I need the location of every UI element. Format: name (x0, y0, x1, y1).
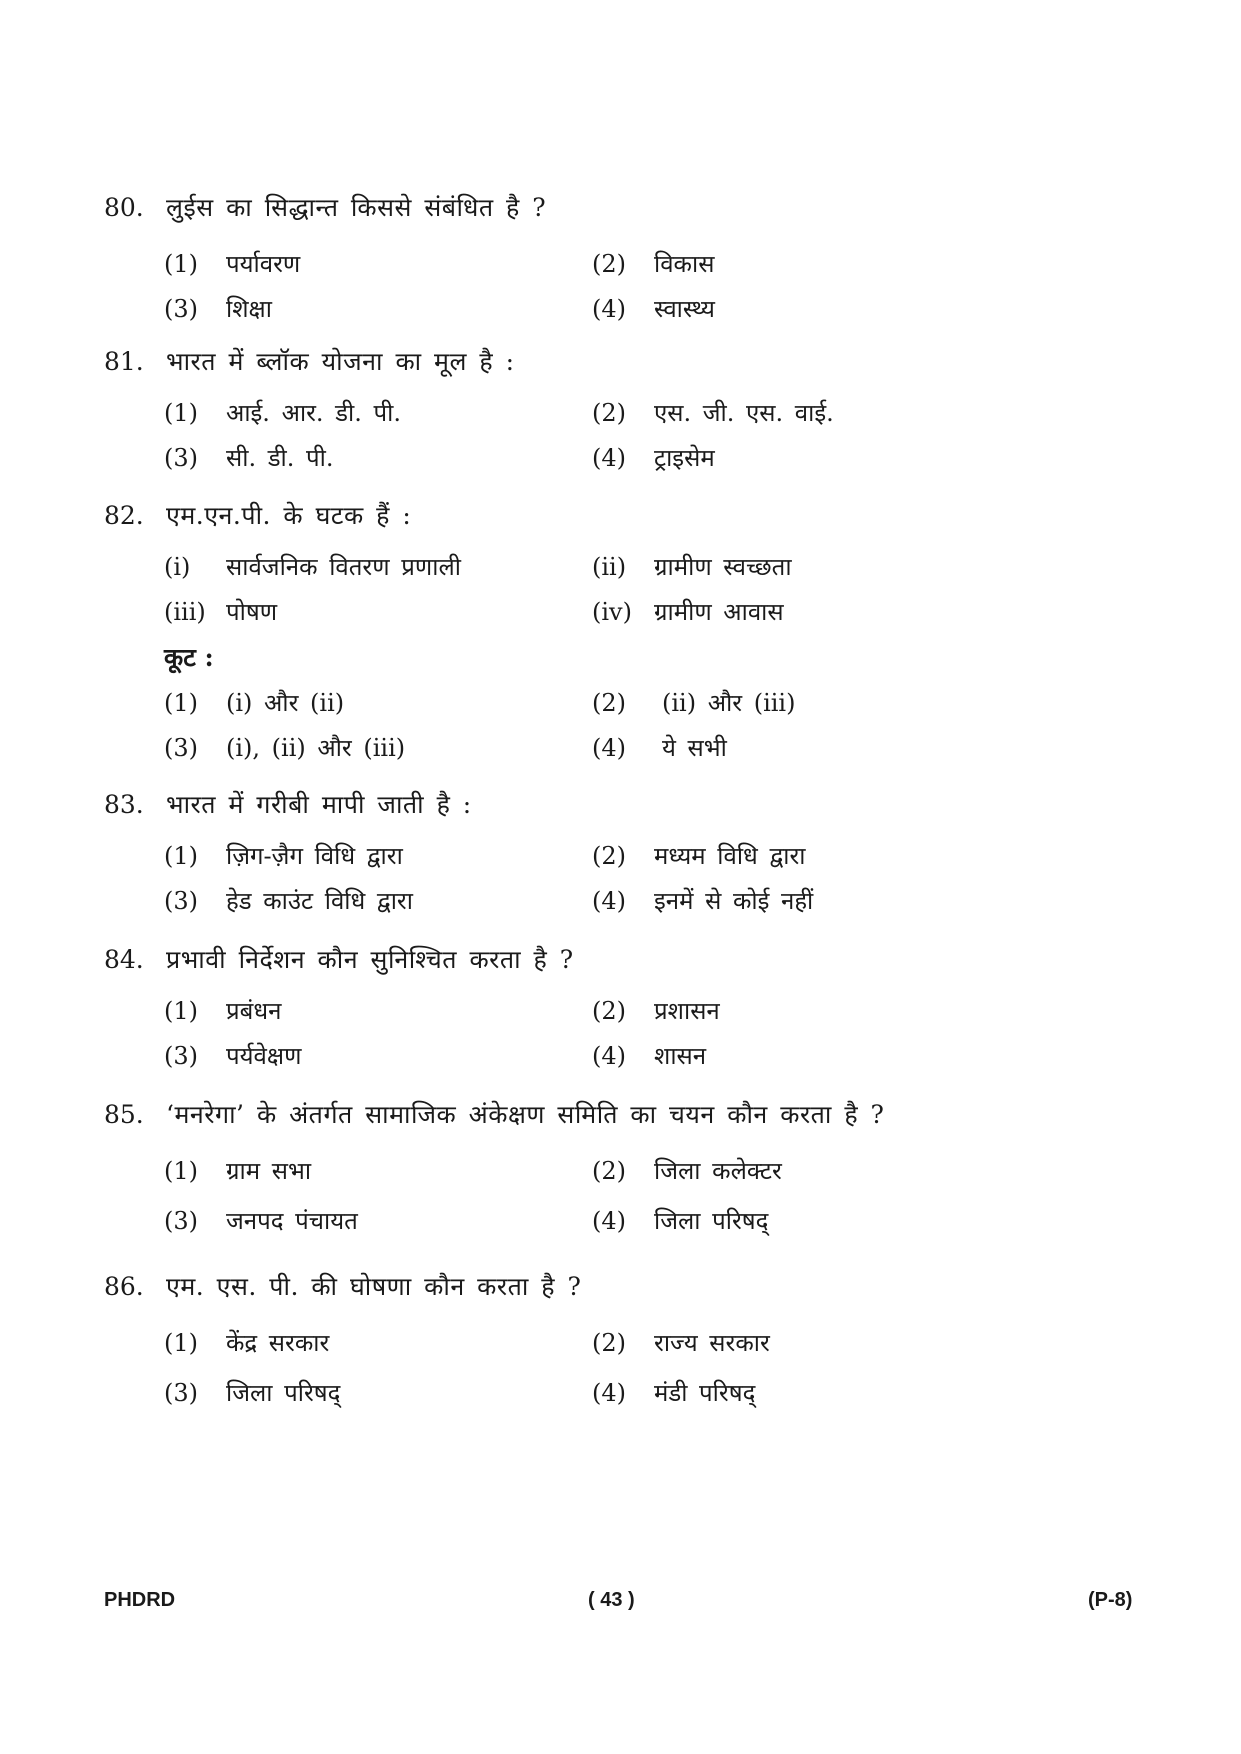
question-81 (104, 342, 1144, 478)
question-number: 86. (104, 1272, 144, 1301)
question-stem (104, 1267, 1144, 1307)
option-text: जिला परिषद् (654, 1207, 769, 1235)
statement-text: सार्वजनिक वितरण प्रणाली (226, 553, 461, 581)
option-text: (i) और (ii) (226, 689, 345, 717)
option-number: (4) (592, 1207, 626, 1235)
question-number: 81. (104, 347, 144, 376)
options-row (104, 836, 1144, 876)
options-row (104, 438, 1144, 478)
option-number: (3) (164, 295, 198, 323)
option-text: प्रशासन (654, 997, 720, 1025)
code-label: कूट : (164, 643, 214, 672)
option-number: (1) (164, 842, 198, 870)
option-text: ज़िग-ज़ैग विधि द्वारा (226, 842, 403, 870)
statement-text: ग्रामीण आवास (654, 598, 784, 626)
option-text: जनपद पंचायत (226, 1207, 358, 1235)
statement-number: (ii) (592, 553, 627, 581)
option-number: (3) (164, 1207, 198, 1235)
option-text: केंद्र सरकार (226, 1329, 330, 1357)
option-text: आई. आर. डी. पी. (226, 399, 401, 427)
option-text: पर्यवेक्षण (226, 1042, 302, 1070)
question-83 (104, 785, 1144, 921)
option-number: (3) (164, 887, 198, 915)
question-stem (104, 342, 1144, 382)
option-number: (2) (592, 1157, 626, 1185)
options-row (104, 1151, 1144, 1191)
question-stem (104, 940, 1144, 980)
option-text: (i), (ii) और (iii) (226, 734, 406, 762)
question-text: भारत में ब्लॉक योजना का मूल है : (166, 347, 515, 376)
statement-text: ग्रामीण स्वच्छता (654, 553, 792, 581)
options-row (104, 1323, 1144, 1363)
options-row (104, 1201, 1144, 1241)
option-text: इनमें से कोई नहीं (654, 887, 814, 915)
option-number: (1) (164, 1157, 198, 1185)
option-number: (1) (164, 250, 198, 278)
option-number: (2) (592, 689, 626, 717)
option-number: (3) (164, 734, 198, 762)
statement-number: (i) (164, 553, 191, 581)
option-text: शासन (654, 1042, 707, 1070)
option-text: ट्राइसेम (654, 444, 715, 472)
question-80 (104, 188, 1144, 329)
option-number: (4) (592, 734, 626, 762)
option-number: (1) (164, 1329, 198, 1357)
question-text: एम. एस. पी. की घोषणा कौन करता है ? (166, 1272, 582, 1301)
code-heading (104, 638, 1144, 678)
question-82 (104, 496, 1144, 768)
statement-number: (iii) (164, 598, 206, 626)
statement-text: पोषण (226, 598, 278, 626)
question-stem (104, 1095, 1144, 1135)
option-number: (2) (592, 250, 626, 278)
options-row (104, 991, 1144, 1031)
question-number: 80. (104, 193, 144, 222)
option-text: हेड काउंट विधि द्वारा (226, 887, 413, 915)
statement-number: (iv) (592, 598, 632, 626)
option-text: मध्यम विधि द्वारा (654, 842, 806, 870)
option-number: (1) (164, 997, 198, 1025)
option-text: स्वास्थ्य (654, 295, 715, 323)
option-number: (4) (592, 295, 626, 323)
options-row (104, 393, 1144, 433)
footer-paper-code: PHDRD (104, 1589, 176, 1611)
option-number: (4) (592, 1379, 626, 1407)
option-number: (4) (592, 444, 626, 472)
statements-row (104, 592, 1144, 632)
option-number: (1) (164, 689, 198, 717)
option-number: (3) (164, 444, 198, 472)
question-number: 82. (104, 501, 144, 530)
question-86 (104, 1267, 1144, 1413)
options-row (104, 1373, 1144, 1413)
question-number: 83. (104, 790, 144, 819)
option-text: ये सभी (662, 734, 727, 762)
footer-page-number: ( 43 ) (588, 1589, 635, 1611)
footer-series-code: (P-8) (1088, 1589, 1133, 1611)
option-number: (2) (592, 1329, 626, 1357)
question-number: 84. (104, 945, 144, 974)
option-text: सी. डी. पी. (226, 444, 334, 472)
option-text: शिक्षा (226, 295, 272, 323)
options-row (104, 728, 1144, 768)
option-text: ग्राम सभा (226, 1157, 312, 1185)
option-text: (ii) और (iii) (662, 689, 796, 717)
options-row (104, 1036, 1144, 1076)
options-row (104, 289, 1144, 329)
options-row (104, 683, 1144, 723)
statements-row (104, 547, 1144, 587)
question-stem (104, 785, 1144, 825)
question-84 (104, 940, 1144, 1076)
option-number: (2) (592, 399, 626, 427)
option-number: (3) (164, 1042, 198, 1070)
options-row (104, 244, 1144, 284)
option-number: (2) (592, 997, 626, 1025)
question-85 (104, 1095, 1144, 1241)
option-text: जिला परिषद् (226, 1379, 341, 1407)
question-text: लुईस का सिद्धान्त किससे संबंधित है ? (166, 193, 547, 222)
question-text: ‘मनरेगा’ के अंतर्गत सामाजिक अंकेक्षण समिति का चयन कौन करता है ? (166, 1100, 885, 1129)
question-text: प्रभावी निर्देशन कौन सुनिश्चित करता है ? (166, 945, 574, 974)
option-text: राज्य सरकार (654, 1329, 770, 1357)
option-number: (4) (592, 1042, 626, 1070)
question-number: 85. (104, 1100, 144, 1129)
question-text: एम.एन.पी. के घटक हैं : (166, 501, 412, 530)
question-text: भारत में गरीबी मापी जाती है : (166, 790, 472, 819)
option-number: (1) (164, 399, 198, 427)
option-text: मंडी परिषद् (654, 1379, 756, 1407)
option-number: (4) (592, 887, 626, 915)
option-text: विकास (654, 250, 715, 278)
question-stem (104, 496, 1144, 536)
option-number: (3) (164, 1379, 198, 1407)
option-text: एस. जी. एस. वाई. (654, 399, 834, 427)
option-number: (2) (592, 842, 626, 870)
option-text: जिला कलेक्टर (654, 1157, 782, 1185)
options-row (104, 881, 1144, 921)
question-stem (104, 188, 1144, 228)
option-text: पर्यावरण (226, 250, 301, 278)
option-text: प्रबंधन (226, 997, 282, 1025)
